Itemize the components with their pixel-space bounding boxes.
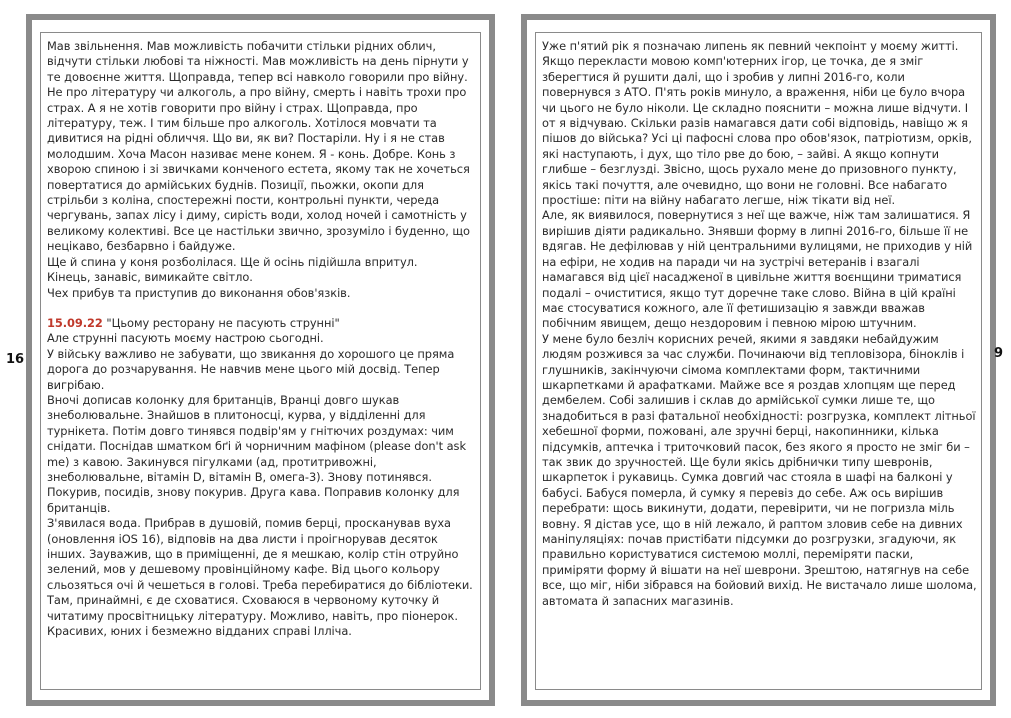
paragraph: У війську важливо не забувати, що звикання до хорошого це пряма дорога до розчарування. Не навчив мене цього мій досвід. Тепер вигрібаю. bbox=[47, 346, 455, 392]
paragraph: Уже п'ятий рік я позначаю липень як певний чекпоінт у моєму житті. Якщо перекласти мовою комп'ютерних ігор, це точка, де я зміг зберегтися й рушити далі, що і зробив у липні 2016-го, коли повернувся з АТО. П'ять років минуло, а враження, ніби це було вчора чи цього не було ніколи. Це складно пояснити – можна лише відчути. І от я відчуваю. Скільки разів намагався дати собі відповідь, навіщо ж я пішов до війська? Усі ці пафосні слова про обов'язок, патріотизм, орків, які наступають, і дух, що тіло рве до бою, – зайві. А якщо копнути глибше – безглузді. Звісно, щось рухало мене до призовного пункту, якісь такі почуття, але очевидно, що вони не головні. Все набагато простіше: піти на війну набагато легше, ніж тікати від неї. bbox=[542, 39, 972, 208]
paragraph: Чех прибув та приступив до виконання обов'язків. bbox=[47, 285, 351, 300]
paragraph: Але струнні пасують моєму настрою сьогодні. bbox=[47, 331, 324, 346]
page-number-right: 9 bbox=[994, 346, 1004, 361]
left-page-frame bbox=[40, 32, 481, 690]
right-page-frame bbox=[535, 32, 982, 690]
paragraph: Але, як виявилося, повернутися з неї ще важче, ніж там залишатися. Я вирішив діяти радикально. Знявши форму в липні 2016-го, більше її не вдягав. Не дефілював у ній центральними вулицями, не приходив у ній на ефіри, не ходив на паради чи на зустрічі ветеранів і взагалі намагався від цієї насадженої в цивільне життя воєнщини триматися подалі – очиститися, якщо тут доречне таке слово. Війна в цій країні має стосуватися кожного, але її фетишизацію я завжди вважав побічним явищем, дещо нездоровим і певною мірою штучним. bbox=[542, 208, 973, 331]
paragraph: Ще й спина у коня розболілася. Ще й осінь підійшла впритул. bbox=[47, 254, 418, 269]
right-page bbox=[521, 14, 996, 706]
paragraph: З'явилася вода. Прибрав в душовій, помив берці, просканував вуха (оновлення iOS 16), відповів на два листи і проігнорував десяток інших. Зауважив, що в приміщенні, де я мешкаю, колір стін отруйно зелений, мов у дешевому провінційному кафе. Від цього кольору сльозяться очі й чешеться в голові. Треба перебиратися до бібліотеки. Там, принаймні, є де сховатися. Сховаюся в червоному куточку й читатиму просвітницьку літературу. Можливо, навіть, про піонерок. Красивих, юних і безмежно відданих справі Ілліча. bbox=[47, 516, 473, 639]
left-page bbox=[26, 14, 495, 706]
entry-title: "Цьому ресторану не пасують струнні" bbox=[102, 315, 340, 330]
page-number-left: 16 bbox=[6, 352, 25, 367]
paragraph: Мав звільнення. Мав можливість побачити стільки рідних облич, відчути стільки любові та ніжності. Мав можливість на день пірнути у те довоєнне життя. Щоправда, тепер всі навколо говорили про війну. Не про літературу чи алкоголь, а про війну, смерть і навіть трохи про страх. А я не хотів говорити про війну і страх. Щоправда, про літературу, теж. І тим більше про алкоголь. Хотілося мовчати та дивитися на рідні обличчя. Що ви, як ви? Постаріли. Ну і я не став молодшим. Хоча Масон називає мене конем. Я - конь. Добре. Конь з хворою спиною і зі звичками конченого естета, якому так не хочеться повертатися до армійських буднів. Позиції, пьожки, окопи для стрільби з коліна, спостережні пости, контрольні пункти, череда чергувань, запах лісу і диму, сирість води, холод ночей і самотність у великому колективі. Все це настільки звично, зрозуміло і буденно, що нецікаво, безбарвно і байдуже. bbox=[47, 39, 470, 254]
entry-heading bbox=[47, 316, 476, 331]
paragraph-gap bbox=[47, 301, 476, 316]
left-page-text bbox=[47, 39, 476, 639]
paragraph: Кінець, занавіс, вимикайте світло. bbox=[47, 270, 253, 285]
paragraph: Вночі дописав колонку для британців, Вранці довго шукав знеболювальне. Знайшов в плитоносці, курва, у відділенні для турнікета. Потім довго тинявся подвір'ям у гнітючих роздумах: чим снідати. Поснідав шматком бґі й чорничним мафіном (please don't ask me) з кавою. Закинувся пігулками (ад, протитривожні, знеболювальне, вітамін D, вітамін B, омега-3). Знову потинявся. Покурив, посидів, знову покурив. Друга кава. Поправив колонку для британців. bbox=[47, 392, 466, 515]
entry-date: 15.09.22 bbox=[47, 315, 103, 330]
paragraph: У мене було безліч корисних речей, якими я завдяки небайдужим людям розжився за час служби. Починаючи від тепловізора, біноклів і глушників, закінчуючи сімома комплектами форм, тактичними шкарпетками й арафатками. Майже все я роздав хлопцям ще перед дембелем. Собі залишив і склав до армійської сумки лише те, що знадобиться в разі фатальної необхідності: розгрузка, комплект літньої хебешної форми, пожовані, але зручні берці, накопинники, кілька підсумків, аптечка і триточковий пасок, без якого я просто не зміг би – так звик до зручностей. Ще були якісь дрібнички типу шевронів, шкарпеток і рукавиць. Сумка довгий час стояла в шафі на балконі у бабусі. Бабуся померла, й сумку я перевіз до себе. Аж ось вирішив перебрати: щось викинути, додати, перевірити, чи не погризла міль вовну. Я дістав усе, що в ній лежало, й раптом зловив себе на дивних маніпуляціях: почав пристібати підсумки до розгрузки, згадуючи, як правильно користуватися системою моллі, переміряти паски, приміряти форму й вішати на неї шеврони. Зрештою, натягнув на себе все, що міг, ніби зібрався на бойовий вихід. Не вистачало лише шолома, автомата й запасних магазинів. bbox=[542, 331, 977, 608]
right-page-text bbox=[542, 39, 977, 609]
